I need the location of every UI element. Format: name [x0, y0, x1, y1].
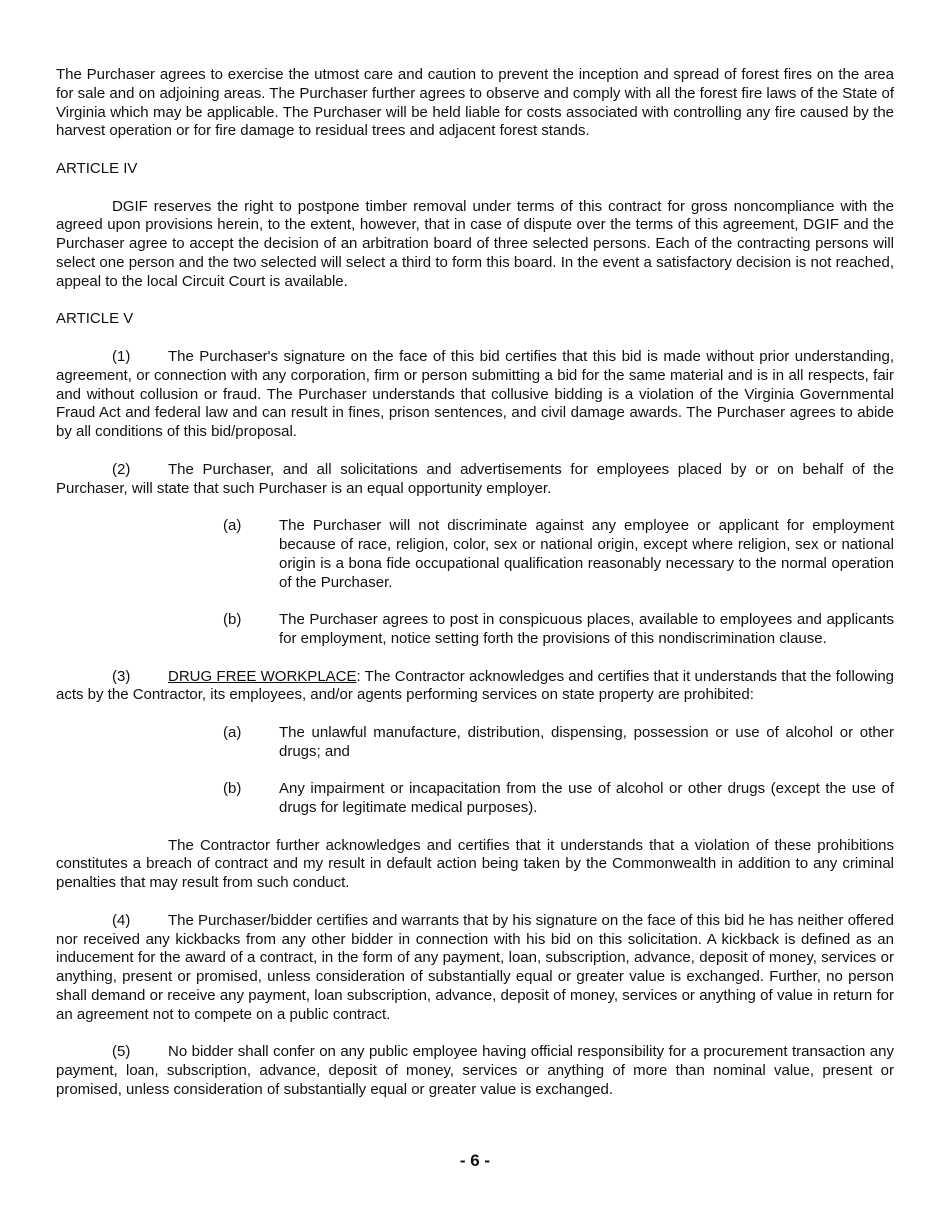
item-number: (4): [112, 911, 131, 929]
sub-text: The unlawful manufacture, distribution, dispensing, possession or use of alcohol or other drugs; and: [279, 723, 894, 760]
item-number: (5): [112, 1043, 131, 1061]
item-number: (3): [112, 667, 131, 685]
item-2-sub-a: [223, 517, 894, 592]
item-number: (1): [112, 347, 131, 365]
item-3-closing-paragraph: The Contractor further acknowledges and certifies that it understands that a violation of these prohibitions constitutes a breach of contract and my result in default action being taken by the Commonwealth in addition to any criminal penalties that may result from such conduct.: [56, 836, 894, 892]
item-text: The Purchaser's signature on the face of this bid certifies that this bid is made without prior understanding, agreement, or connection with any corporation, firm or person submitting a bid for the same material and is in all respects, fair and without collusion or fraud. The Purchaser understands that collusive bidding is a violation of the Virginia Governmental Fraud Act and federal law and can result in fines, prison sentences, and civil damage awards. The Purchaser agrees to abide by all conditions of this bid/proposal.: [56, 347, 894, 441]
article-v-item-1: [56, 348, 894, 442]
sub-text: The Purchaser will not discriminate against any employee or applicant for employment because of race, religion, color, sex or national origin, except where religion, sex or national origin is a bona fide occupational qualification reasonably necessary to the normal operation of the Purchaser.: [279, 517, 894, 591]
item-2-sub-b: [223, 611, 894, 649]
sub-text: Any impairment or incapacitation from the use of alcohol or other drugs (except the use of drugs for legitimate medical purposes).: [279, 780, 894, 817]
item-text: The Purchaser/bidder certifies and warrants that by his signature on the face of this bid he has neither offered nor received any kickbacks from any other bidder in connection with his bid on this solicitation. A kickback is defined as an inducement for the award of a contract, in the form of any payment, loan, subscription, advance, deposit of money, services or anything, present or promised, unless consideration of substantially equal or greater value is exchanged. Further, no person shall demand or receive any payment, loan subscription, advance, deposit of money, services or anything of value in return for an agreement not to compete on a public contract.: [56, 911, 894, 1023]
sub-label: (b): [223, 780, 242, 798]
sub-label: (a): [223, 517, 242, 535]
article-iv-paragraph: DGIF reserves the right to postpone timber removal under terms of this contract for gross noncompliance with the agreed upon provisions herein, to the extent, however, that in case of dispute over the terms of this agreement, DGIF and the Purchaser agree to accept the decision of an arbitration board of three selected persons. Each of the contracting persons will select one person and the two selected will select a third to form this board. In the event a satisfactory decision is not reached, appeal to the local Circuit Court is available.: [56, 197, 894, 290]
item-3-sub-b: [223, 780, 894, 818]
article-iv-heading: ARTICLE IV: [56, 159, 138, 177]
fire-paragraph: The Purchaser agrees to exercise the utmost care and caution to prevent the inception and spread of forest fires on the area for sale and on adjoining areas. The Purchaser further agrees to observe and comply with all the forest fire laws of the State of Virginia which may be applicable. The Purchaser will be held liable for costs associated with controlling any fire caused by the harvest operation or for fire damage to residual trees and adjacent forest stands.: [56, 66, 894, 140]
item-text: : The Contractor acknowledges and certifies that it understands that the following acts by the Contractor, its employees, and/or agents performing services on state property are prohibited:: [56, 667, 895, 704]
article-v-heading: ARTICLE V: [56, 310, 134, 328]
page-number: - 6 -: [459, 1151, 491, 1170]
drug-free-workplace-heading: DRUG FREE WORKPLACE: [168, 667, 357, 685]
article-v-item-4: [56, 912, 894, 1025]
article-v-item-3: [56, 668, 894, 706]
item-number: (2): [112, 460, 131, 478]
sub-label: (a): [223, 723, 242, 741]
item-text: No bidder shall confer on any public employee having official responsibility for a procurement transaction any payment, loan, subscription, advance, deposit of money, services or anything of more than nominal value, present or promised, unless consideration of substantially equal or greater value is exchanged.: [56, 1043, 894, 1099]
article-v-item-2: [56, 461, 894, 499]
sub-label: (b): [223, 611, 242, 629]
sub-text: The Purchaser agrees to post in conspicuous places, available to employees and applicants for employment, notice setting forth the provisions of this nondiscrimination clause.: [279, 611, 894, 647]
item-3-sub-a: [223, 724, 894, 762]
item-text: The Purchaser, and all solicitations and advertisements for employees placed by or on behalf of the Purchaser, will state that such Purchaser is an equal opportunity employer.: [56, 460, 894, 497]
article-v-item-5: [56, 1043, 894, 1099]
